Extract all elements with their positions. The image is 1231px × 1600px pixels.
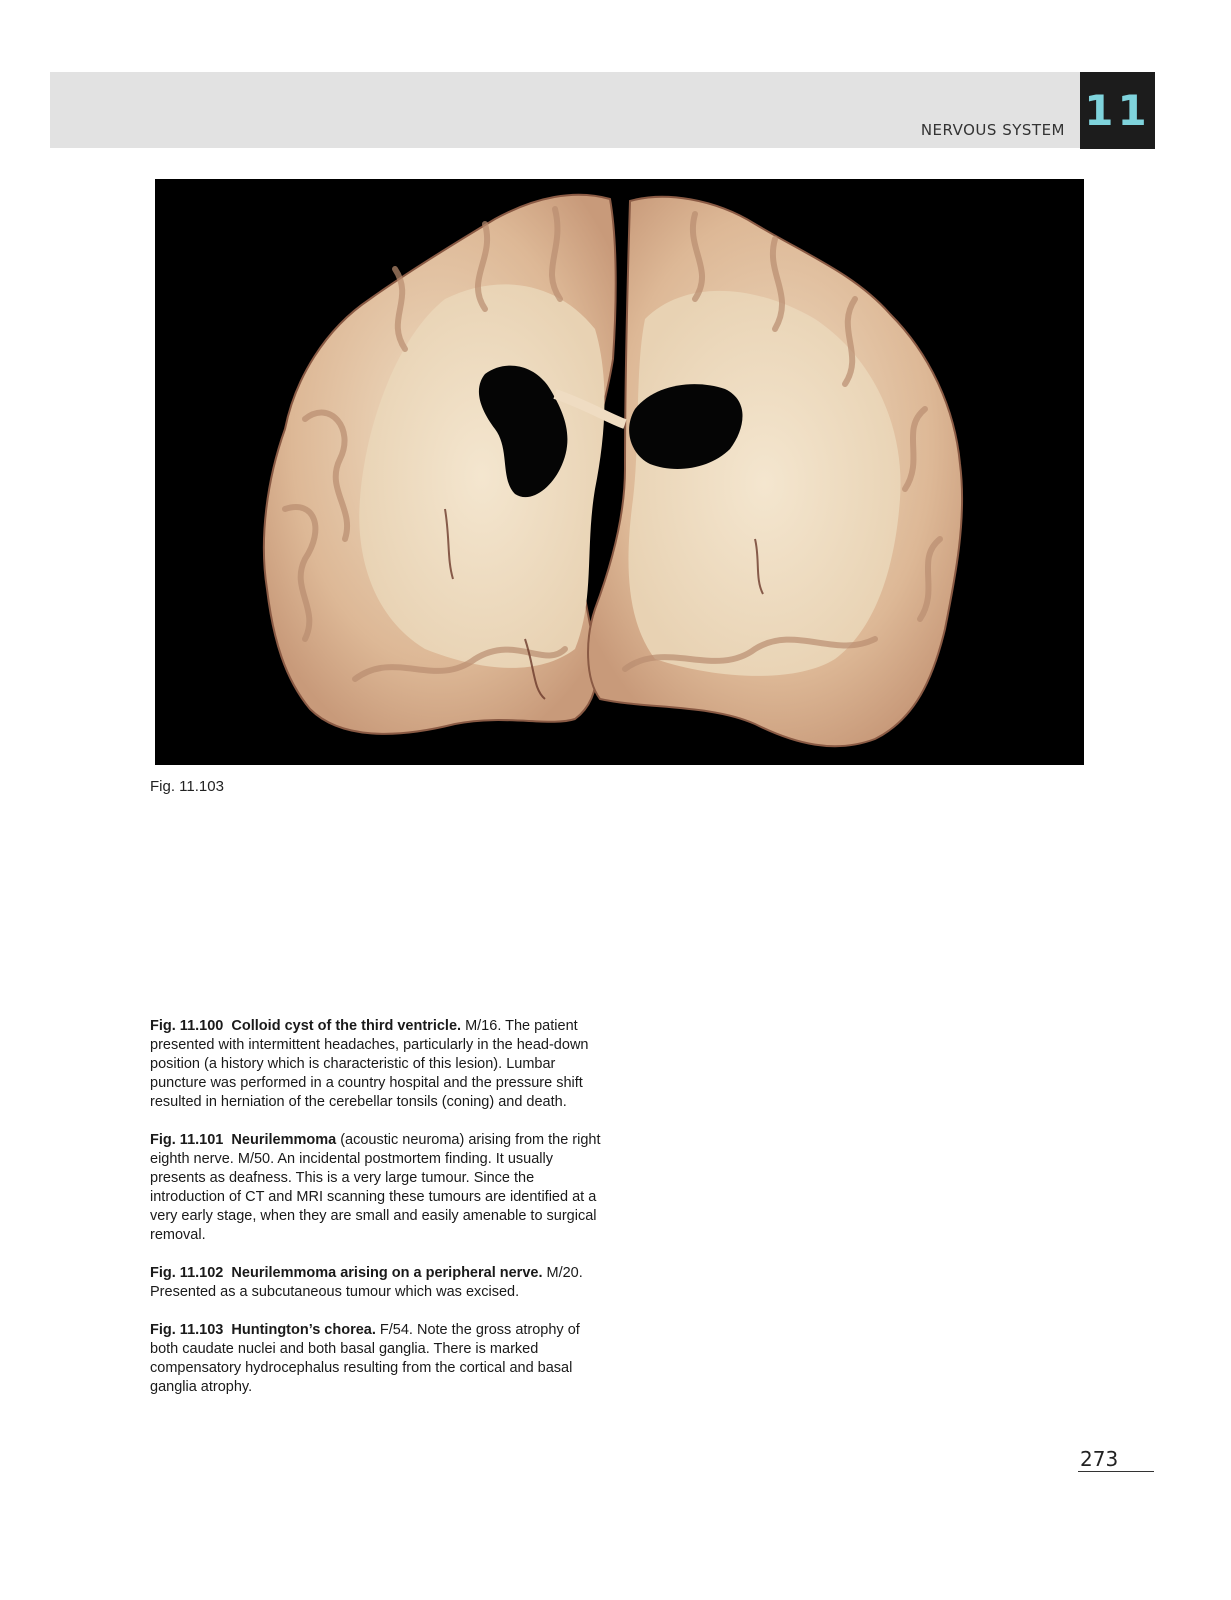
caption-number: Fig. 11.101 (150, 1132, 224, 1148)
section-title: NERVOUS SYSTEM (920, 121, 1065, 139)
caption-title: Neurilemmoma arising on a peripheral nerve. (231, 1265, 543, 1281)
caption-fig-11-100 (150, 1017, 610, 1112)
page-number-rule (1078, 1471, 1154, 1472)
caption-text: M/20. Presented as a subcutaneous tumour which was excised. (150, 1265, 583, 1300)
brain-section-photo (155, 179, 1084, 765)
caption-text: (acoustic neuroma) arising from the right eighth nerve. M/50. An incidental postmortem finding. It usually presents as deafness. This is a very large tumour. Since the introduction of CT and MRI scanning these tumours are identified at a very early stage, when they are small and easily amenable to surgical removal. (150, 1132, 601, 1243)
caption-title: Huntington’s chorea. (231, 1322, 376, 1338)
caption-text: M/16. The patient presented with intermittent headaches, particularly in the head-down position (a history which is characteristic of this lesion). Lumbar puncture was performed in a country hospital and the pressure shift resulted in herniation of the cerebellar tonsils (coning) and death. (150, 1018, 589, 1110)
page-number: 273 (1080, 1447, 1119, 1471)
caption-title: Neurilemmoma (231, 1132, 337, 1148)
brain-coronal-section-illustration (155, 179, 1084, 765)
caption-fig-11-101 (150, 1131, 610, 1245)
figure-captions (150, 1017, 610, 1416)
caption-fig-11-103 (150, 1321, 610, 1397)
caption-number: Fig. 11.102 (150, 1265, 224, 1281)
caption-fig-11-102 (150, 1264, 610, 1302)
chapter-tab: 11 (1080, 72, 1155, 149)
caption-number: Fig. 11.103 (150, 1322, 224, 1338)
figure-label: Fig. 11.103 (150, 778, 224, 795)
caption-number: Fig. 11.100 (150, 1018, 224, 1034)
caption-title: Colloid cyst of the third ventricle. (231, 1018, 462, 1034)
caption-text: F/54. Note the gross atrophy of both caudate nuclei and both basal ganglia. There is marked compensatory hydrocephalus resulting from the cortical and basal ganglia atrophy. (150, 1322, 580, 1395)
